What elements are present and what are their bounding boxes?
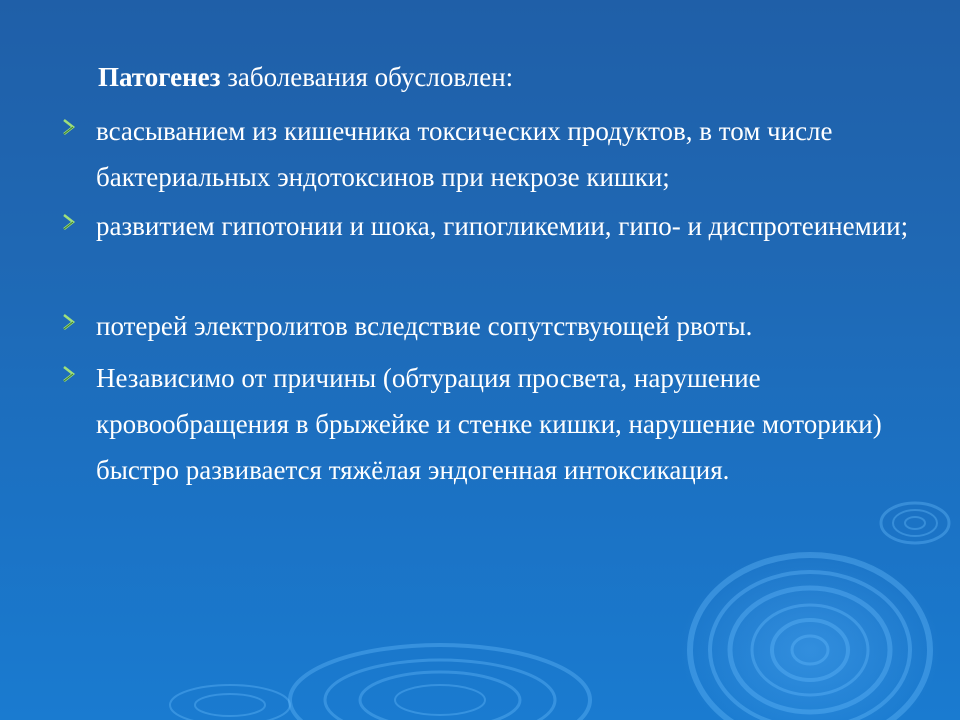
bullet-item-1: всасыванием из кишечника токсических продуктов, в том числе бактериальных эндотоксинов при некрозе кишки;	[96, 116, 833, 192]
slide-heading	[98, 58, 513, 96]
chevron-arrow-icon	[60, 364, 80, 384]
bullet-item-2: развитием гипотонии и шока, гипогликемии, гипо- и диспротеинемии;	[96, 211, 909, 241]
chevron-arrow-icon	[60, 212, 80, 232]
chevron-arrow-icon	[60, 117, 80, 137]
bullet-item-3: потерей электролитов вследствие сопутствующей рвоты.	[96, 311, 753, 341]
heading-rest: заболевания обусловлен:	[220, 62, 514, 92]
chevron-arrow-icon	[60, 312, 80, 332]
bullet-item-4: Независимо от причины (обтурация просвета, нарушение кровообращения в брыжейке и стенке кишки, нарушение моторики) быстро развивается тяжёлая эндогенная интоксикация.	[96, 363, 882, 485]
heading-bold-term: Патогенез	[98, 62, 221, 92]
